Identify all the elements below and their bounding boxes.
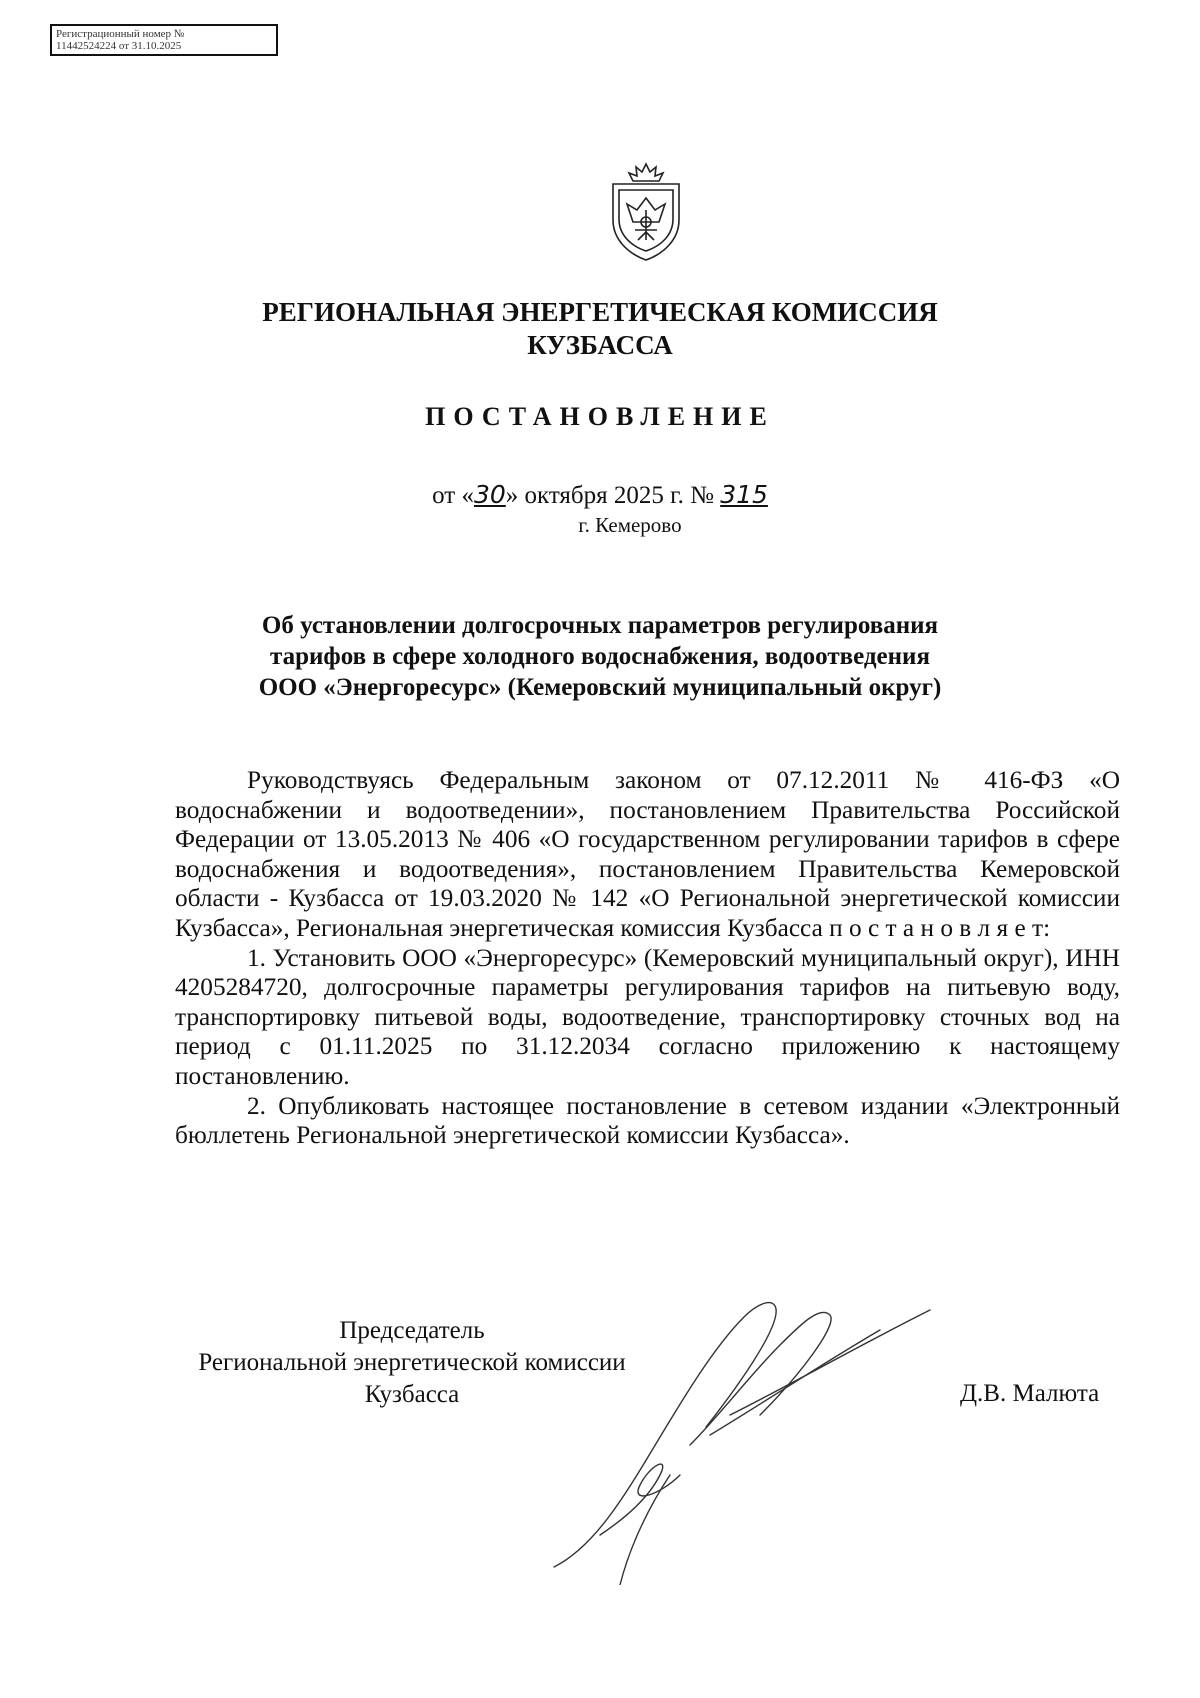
signer-title-line1: Председатель xyxy=(339,1317,485,1344)
organization-line2: КУЗБАССА xyxy=(527,330,673,360)
subject-line2: тарифов в сфере холодного водоснабжения, водоотведения xyxy=(270,643,930,670)
body-item-2: 2. Опубликовать настоящее постановление в сетевом издании «Электронный бюллетень Региональной энергетической комиссии Кузбасса». xyxy=(175,1091,1120,1150)
signer-name: Д.В. Малюта xyxy=(960,1380,1100,1407)
document-type: ПОСТАНОВЛЕНИЕ xyxy=(425,402,775,431)
organization-name xyxy=(0,296,1200,362)
subject-line1: Об установлении долгосрочных параметров регулирования xyxy=(261,612,939,639)
organization-line1: РЕГИОНАЛЬНАЯ ЭНЕРГЕТИЧЕСКАЯ КОМИССИЯ xyxy=(262,297,938,327)
body-item-1: 1. Установить ООО «Энергоресурс» (Кемеровский муниципальный округ), ИНН 4205284720, долгосрочные параметры регулирования тарифов на питьевую воду, транспортировку питьевой воды, водоотведение, транспортировку сточных вод на период с 01.11.2025 по 31.12.2034 согласно приложению к настоящему постановлению. xyxy=(175,943,1120,1090)
document-date xyxy=(0,480,1200,510)
date-day: 30 xyxy=(473,480,506,509)
document-number: 315 xyxy=(720,480,768,509)
signer-title-line2: Региональной энергетической комиссии xyxy=(198,1349,626,1376)
registration-stamp-line2: 11442524224 от 31.10.2025 xyxy=(56,40,182,52)
handwritten-signature xyxy=(540,1285,960,1585)
signer-title-line3: Кузбасса xyxy=(364,1381,460,1408)
subject-line3: ООО «Энергоресурс» (Кемеровский муниципальный округ) xyxy=(258,674,942,701)
document-body xyxy=(175,766,1120,1151)
document-city: г. Кемерово xyxy=(578,513,682,537)
registration-stamp-line1: Регистрационный номер № xyxy=(56,28,185,40)
body-preamble: Руководствуясь Федеральным законом от 07.12.2011 № 416-ФЗ «О водоснабжении и водоотведении», постановлением Правительства Российской Федерации от 13.05.2013 № 406 «О государственном регулировании тарифов в сфере водоснабжения и водоотведения», постановлением Правительства Кемеровской области - Кузбасса от 19.03.2020 № 142 «О Региональной энергетической комиссии Кузбасса», Региональная энергетическая комиссия Кузбасса п о с т а н о в л я е т: xyxy=(175,766,1120,942)
date-middle: » октября 2025 г. № xyxy=(505,482,714,509)
registration-stamp xyxy=(50,24,278,56)
document-subject xyxy=(0,610,1200,703)
date-prefix: от « xyxy=(432,482,474,509)
coat-of-arms-icon xyxy=(605,160,687,264)
